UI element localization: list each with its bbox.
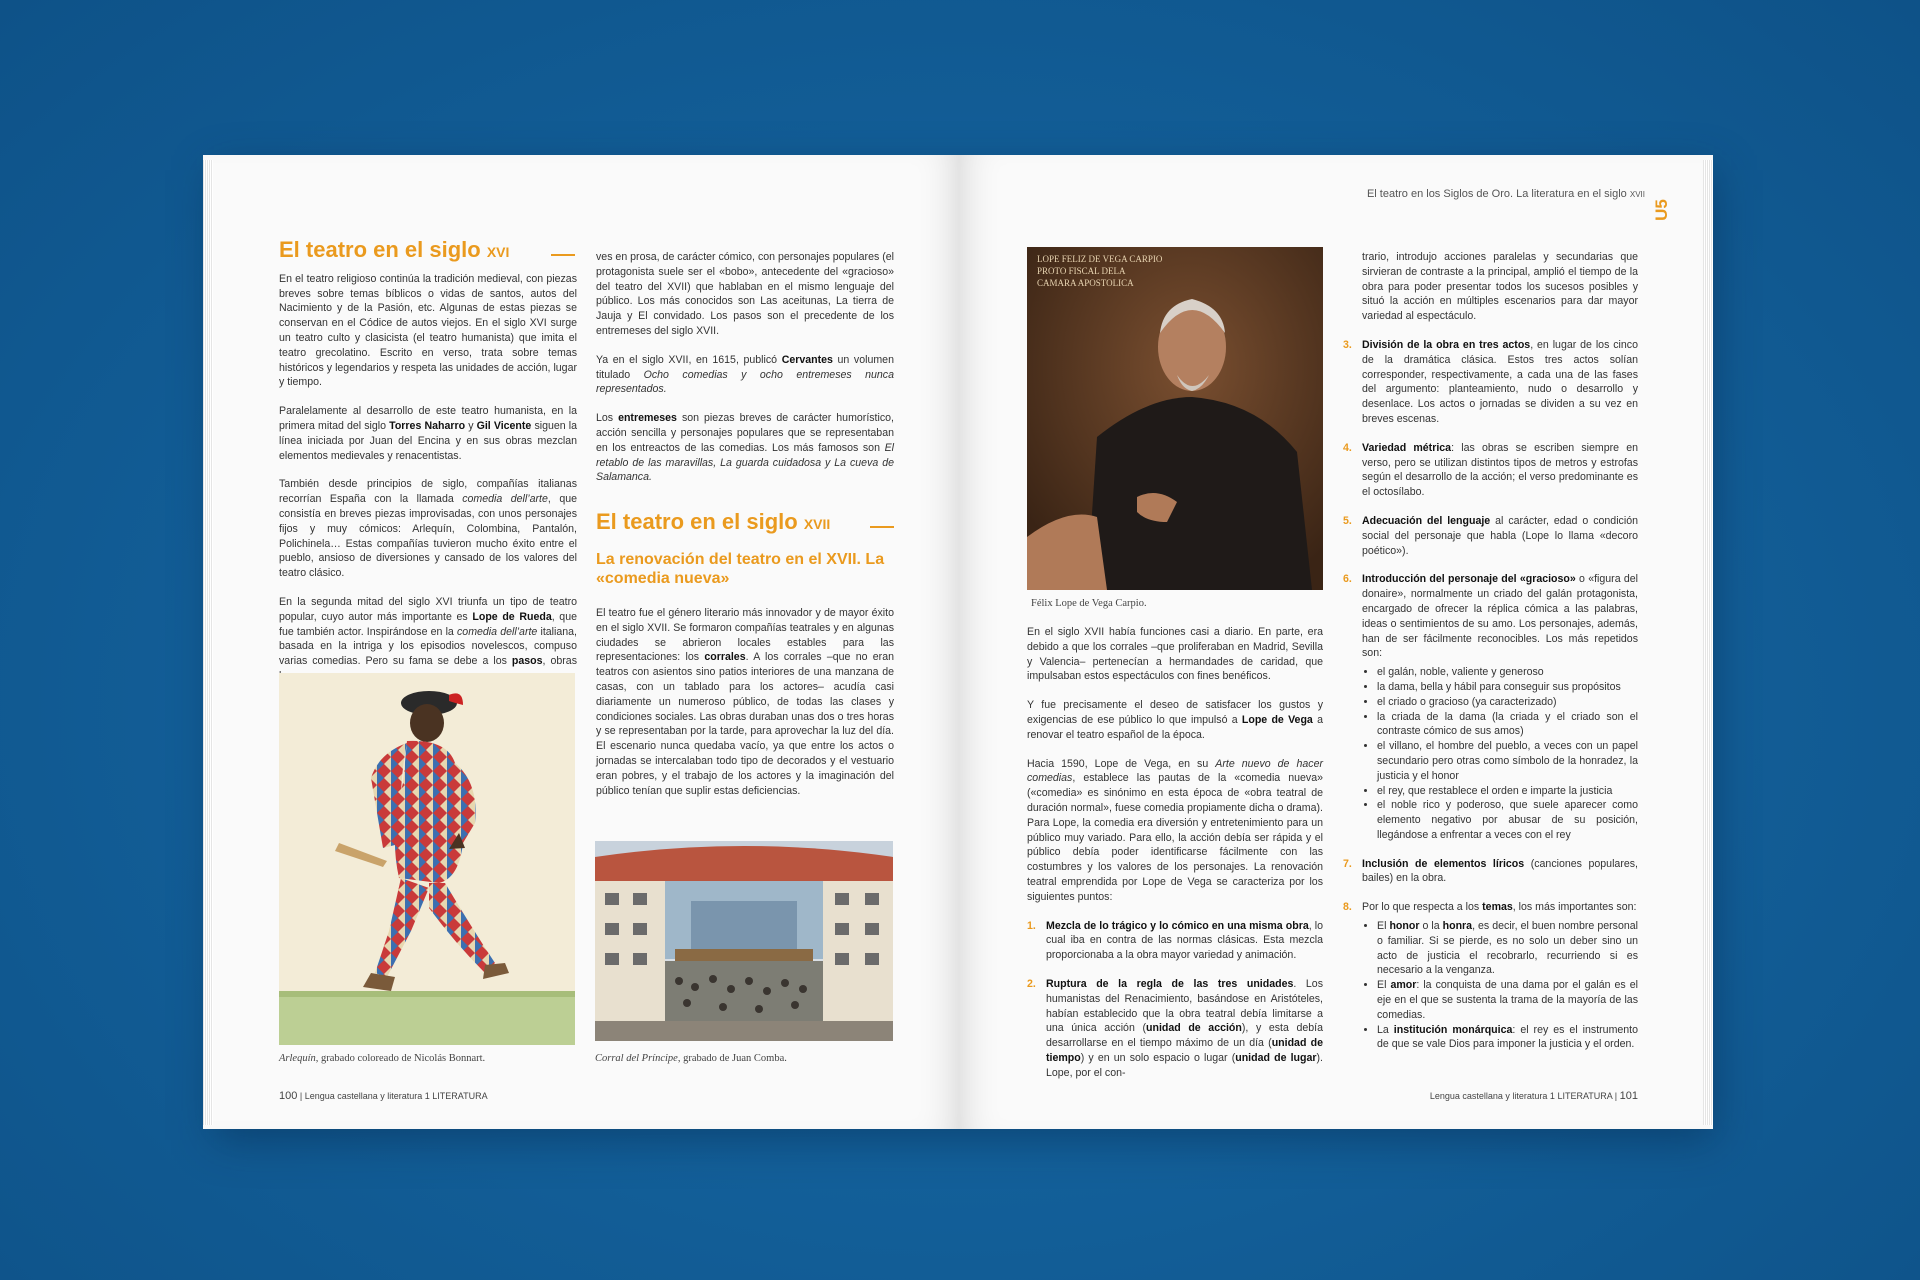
bullet-item: • El amor: la conquista de una dama por el galán es el eje en el que se sustenta la trama de la mayoría de las comedias. bbox=[1377, 978, 1638, 1022]
paragraph: En el siglo XVII había funciones casi a diario. En parte, era debido a que los corrales –que proliferaban en Madrid, Sevilla y Valencia– pertenecían a hermandades de caridad, que impulsaban estos espectáculos con fines benéficos. bbox=[1027, 626, 1323, 683]
bullet-item: • el rey, que restablece el orden e imparte la justicia bbox=[1377, 784, 1638, 799]
corral-del-principe-engraving bbox=[595, 841, 893, 1041]
paragraph: En la segunda mitad del siglo XVI triunfa un tipo de teatro popular, cuyo autor más importante es Lope de Rueda, que fue también actor. Inspirándose en la comedia dell’arte italiana, basada en la intriga y los episodios novelescos, compuso varias comedias. Pero su fama se debe a los pasos, obras bbox=[279, 595, 577, 668]
right-footer: Lengua castellana y literatura 1 LITERATURA | 101 bbox=[1429, 1090, 1638, 1102]
arlequin-engraving bbox=[279, 673, 575, 1045]
portrait-inscription: LOPE FELIZ DE VEGA CARPIO PROTO FISCAL DELA CAMARA APOSTOLICA bbox=[1037, 254, 1163, 288]
portrait-caption: Félix Lope de Vega Carpio. bbox=[1031, 598, 1147, 609]
paragraph: Y fue precisamente el deseo de satisfacer los gustos y exigencias de ese público lo que impulsó a Lope de Vega a renovar el teatro español de la época. bbox=[1027, 699, 1323, 741]
left-footer: 100 | Lengua castellana y literatura 1 LITERATURA bbox=[279, 1090, 488, 1102]
arlequin-caption: Arlequín, grabado coloreado de Nicolás Bonnart. bbox=[279, 1053, 486, 1064]
character-list bbox=[1343, 665, 1638, 843]
paragraph: Ya en el siglo XVII, en 1615, publicó Cervantes un volumen titulado Ocho comedias y ocho entremeses nunca representados. bbox=[596, 353, 894, 396]
page-edge-right bbox=[1703, 160, 1713, 1125]
paragraph: Hacia 1590, Lope de Vega, en su Arte nuevo de hacer comedias, establece las pautas de la «comedia nueva» («comedia» es sinónimo en esta época de «obra teatral de duración normal», fuese comedia propiamente dicha o drama). Para Lope, la comedia era diversión y entretenimiento para un público muy variado. Para ello, la acción debía ser rápida y el público debía poder identificarse fácilmente con las costumbres y los valores de los personajes. La renovación teatral emprendida por Lope de Vega se caracteriza por los siguientes puntos: bbox=[1027, 757, 1323, 903]
bullet-item: • El honor o la honra, es decir, el buen nombre personal o familiar. Si se pierde, es no solo un deber sino un acto de justicia el recobrarlo, recurriendo si es necesario a la venganza. bbox=[1377, 919, 1638, 978]
paragraph: Paralelamente al desarrollo de este teatro humanista, en la primera mitad del siglo Torres Naharro y Gil Vicente siguen la línea iniciada por Juan del Encina y en sus obras mezclan elementos medievales y renacentistas. bbox=[279, 405, 578, 462]
heading-siglo-xvi: El teatro en el siglo XVI bbox=[279, 243, 577, 260]
list-item: 4. Variedad métrica: las obras se escriben siempre en verso, pero se utilizan distintos tipos de metros y estrofas según el desarrollo de la acción; el verso predominante es el octosílabo. bbox=[1343, 441, 1638, 499]
subheading-comedia-nueva: La renovación del teatro en el XVII. La «comedia nueva» bbox=[596, 550, 885, 587]
paragraph: ves en prosa, de carácter cómico, con personajes populares (el protagonista suele ser el «bobo», antecedente del «gracioso» del teatro del XVII) que hablaban en el mismo lenguaje del público. Los más conocidos son Las aceitunas, La tierra de Jauja y El convidado. Los pasos son el precedente de los entremeses del siglo XVII. bbox=[596, 251, 894, 337]
paragraph: El teatro fue el género literario más innovador y de mayor éxito en el siglo XVII. Se formaron compañías teatrales y en algunas ciudades se abrieron locales estables para las representaciones: los corrales. A los corrales –que no eran teatros con asientos sino patios interiores de una manzana de casas, con un tablado para los actores– acudía casi diariamente un numeroso público, de todas las clases y condiciones sociales. Las obras duraban unas dos o tres horas y se representaban por la tarde, para aprovechar la luz del día. El escenario nunca quedaba vacío, ya que entre los actos o jornadas se intercalaban todo tipo de decorados y el vestuario eran pobres, y el trabajo de los actores y la imaginación del público tenían que suplir estas deficiencias. bbox=[596, 606, 894, 797]
unit-label: U5 bbox=[1652, 199, 1672, 221]
bullet-item: • el galán, noble, valiente y generoso bbox=[1377, 665, 1638, 680]
bullet-item: • el noble rico y poderoso, que suele aparecer como elemento negativo por abusar de su posición, llegándose a enfrentar a veces con el rey bbox=[1377, 798, 1638, 842]
list-item: 8. Por lo que respecta a los temas, los más importantes son: bbox=[1343, 901, 1637, 914]
page-number: 100 bbox=[279, 1090, 298, 1102]
bullet-item: • la criada de la dama (la criada y el criado son el contraste cómico de sus amos) bbox=[1377, 710, 1638, 740]
paragraph: En el teatro religioso continúa la tradición medieval, con piezas breves sobre temas bíblicos o vidas de santos, autos del Nacimiento y de la Pasión, etc. Algunas de estas piezas se conservan en el Códice de autos viejos. En el siglo XVI surge un teatro culto y clasicista (el teatro humanista) que imita el teatro grecolatino. Escrito en verso, trata sobre temas históricos y legendarios y respeta las unidades de acción, lugar y tiempo. bbox=[279, 272, 577, 389]
left-page-column-1 bbox=[279, 237, 578, 698]
heading-siglo-xvii: El teatro en el siglo XVII bbox=[596, 515, 894, 532]
list-item: 2. Ruptura de la regla de las tres unidades. Los humanistas del Renacimiento, basándose en Aristóteles, habían establecido que la obra teatral debía limitarse a una única acción (unidad de acción), y esta debía desarrollarse en el tiempo máximo de un día (unidad de tiempo) y en un solo espacio o lugar (unidad de lugar). Lope, por el con- bbox=[1027, 977, 1324, 1079]
paragraph: trario, introdujo acciones paralelas y secundarias que sirvieran de contraste a la principal, amplió el tiempo de la obra para poder presentar todos los sucesos posibles y situó la acción en múltiples escenarios para dar mayor variedad al espectáculo. bbox=[1362, 251, 1638, 323]
right-page bbox=[959, 155, 1713, 1129]
lope-de-vega-portrait bbox=[1027, 247, 1323, 590]
bullet-item: • el criado o gracioso (ya caracterizado) bbox=[1377, 695, 1638, 710]
bullet-item: • el villano, el hombre del pueblo, a veces con un papel secundario pero otras como símbolo de la honradez, la justicia y el honor bbox=[1377, 739, 1638, 783]
themes-list bbox=[1343, 919, 1638, 1052]
paragraph: Los entremeses son piezas breves de carácter humorístico, acción sencilla y personajes populares que se representaban en los entreactos de las comedias. Los más famosos son El retablo de las maravillas, La guarda cuidadosa y La cueva de Salamanca. bbox=[596, 412, 894, 484]
page-edge-left bbox=[203, 160, 213, 1125]
paragraph: También desde principios de siglo, compañías italianas recorrían España con la llamada comedia dell’arte, que consistía en breves piezas improvisadas, con unos personajes fijos y muy cómicos: Arlequín, Colombina, Pantalón, Polichinela… Estas compañías tuvieron mucho éxito entre el pueblo, ansioso de diversiones y cansado de los valores del teatro clásico. bbox=[279, 478, 577, 580]
list-item: 5. Adecuación del lenguaje al carácter, edad o condición social del personaje que habla (Lope lo llama «decoro poético»). bbox=[1343, 514, 1638, 557]
bullet-item: • La institución monárquica: el rey es el instrumento de que se vale Dios para imponer la justicia y el orden. bbox=[1377, 1023, 1638, 1053]
list-item: 6. Introducción del personaje del «gracioso» o «figura del donaire», normalmente un criado del galán protagonista, encargado de ofrecer la réplica cómica a las palabras, ideas o sentimientos de su amo. Los personajes, además, han de ser fácilmente reconocibles. Los más repetidos son: bbox=[1343, 573, 1638, 660]
page-number: 101 bbox=[1619, 1090, 1638, 1102]
list-item: 3. División de la obra en tres actos, en lugar de los cinco de la dramática clásica. Estos tres actos solían corresponder, respectivamente, a cada una de las fases del argumento: planteamiento, nudo o desarrollo y desenlace. Los actos o jornadas se dividen a su vez en breves escenas. bbox=[1343, 338, 1638, 425]
right-page-column-1 bbox=[1027, 625, 1323, 1095]
list-item: 7. Inclusión de elementos líricos (canciones populares, bailes) en la obra. bbox=[1343, 857, 1638, 885]
bullet-item: • la dama, bella y hábil para conseguir sus propósitos bbox=[1377, 680, 1638, 695]
right-page-column-2 bbox=[1343, 250, 1638, 1066]
running-head: El teatro en los Siglos de Oro. La literatura en el siglo XVII bbox=[1366, 188, 1645, 200]
left-page bbox=[203, 155, 959, 1129]
corral-caption: Corral del Príncipe, grabado de Juan Comba. bbox=[595, 1053, 787, 1064]
list-item: 1. Mezcla de lo trágico y lo cómico en una misma obra, lo cual iba en contra de las normas clásicas. Esta mezcla proporcionaba a la obra mayor variedad y animación. bbox=[1027, 919, 1323, 962]
left-page-column-2 bbox=[596, 250, 894, 812]
